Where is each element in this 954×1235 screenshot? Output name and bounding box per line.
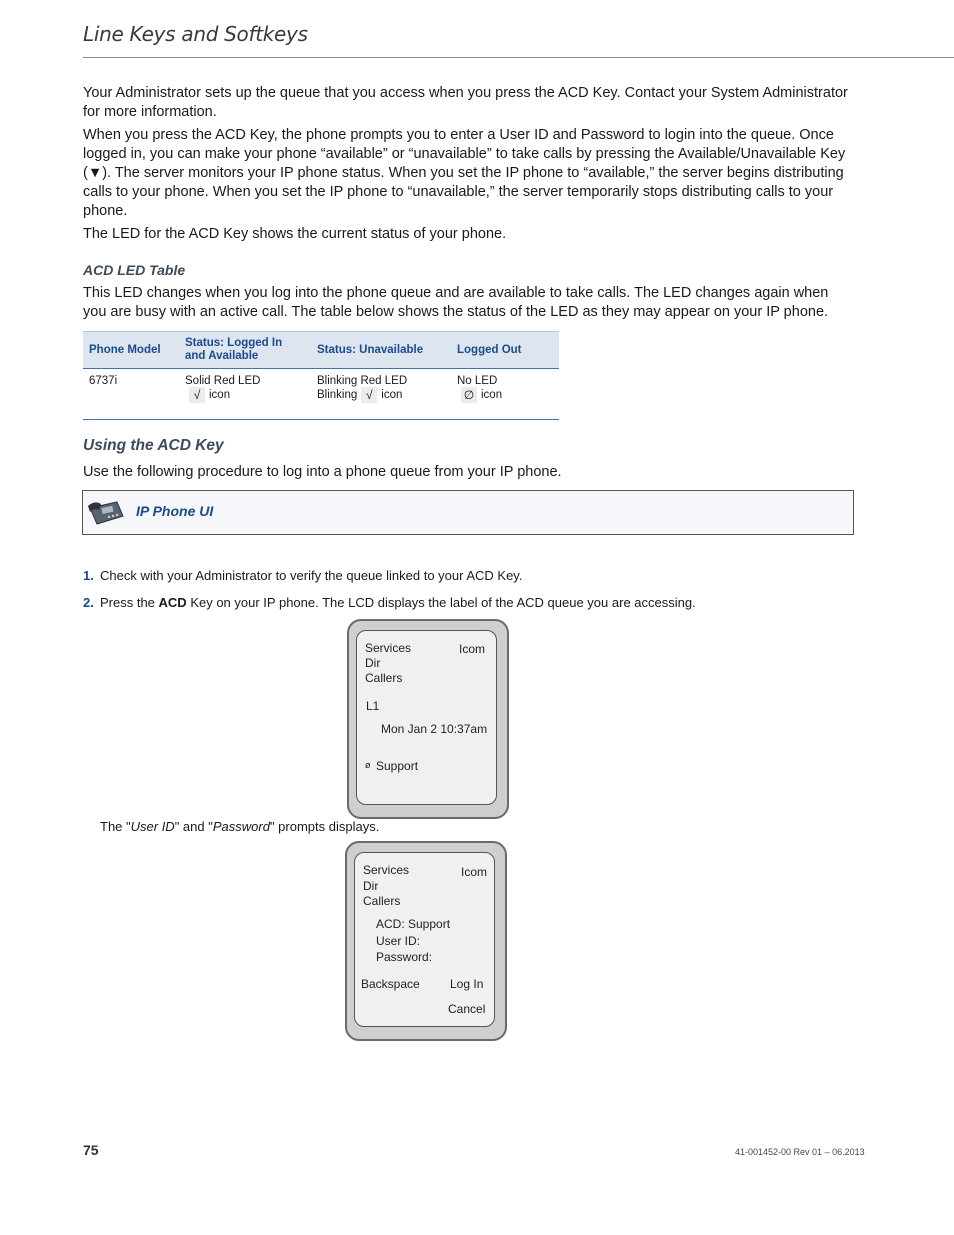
step-2-acd-bold: ACD [158, 595, 187, 610]
col-logged-in: Status: Logged In and Available [179, 332, 311, 369]
checkmark-icon: √ [361, 387, 377, 403]
acd-led-description: This LED changes when you log into the phone queue and are available to take calls. The LED changes again when you are busy with an active call. The table below shows the status of the LED as they may appear on your IP phone. [83, 285, 829, 320]
col-logged-out: Logged Out [451, 332, 559, 369]
cell-logged-out [451, 369, 559, 420]
ip-phone-ui-label: IP Phone UI [136, 503, 214, 519]
header-divider [83, 57, 954, 58]
empty-set-icon: ∅ [461, 387, 477, 403]
checkmark-icon: √ [189, 387, 205, 403]
user-id-prompt[interactable]: User ID: [376, 934, 421, 948]
icom-softkey[interactable]: Icom [461, 865, 488, 879]
callers-softkey[interactable]: Callers [363, 894, 401, 908]
prompt-caption [100, 819, 379, 834]
caption-part-a: The " [100, 819, 131, 834]
table-row [83, 369, 559, 420]
down-triangle-icon: ▼ [87, 165, 103, 181]
callers-softkey[interactable]: Callers [365, 671, 403, 685]
password-prompt[interactable]: Password: [376, 950, 433, 964]
unavailable-icon-text: icon [381, 389, 403, 402]
lcd-screen-2 [345, 841, 507, 1041]
caption-password: Password [212, 819, 270, 834]
acd-queue-label: ACD: Support [376, 917, 451, 931]
intro-paragraph-1: Your Administrator sets up the queue that you access when you press the ACD Key. Contact your System Administrator for more information. [83, 85, 848, 120]
lcd-screen-2-display [354, 852, 495, 1027]
step-1-number: 1. [83, 568, 94, 583]
logged-out-icon-text: icon [481, 389, 503, 402]
cancel-softkey[interactable]: Cancel [448, 1002, 486, 1016]
icom-softkey[interactable]: Icom [459, 642, 486, 656]
logged-in-led-text: Solid Red LED [185, 375, 261, 387]
caption-user-id: User ID [130, 819, 175, 834]
intro-paragraph-2 [83, 126, 855, 221]
support-softkey[interactable]: Support [376, 759, 419, 773]
line-label: L1 [366, 699, 380, 713]
services-softkey[interactable]: Services [363, 863, 410, 877]
acd-led-table [83, 331, 559, 420]
unavailable-blinking-text: Blinking [317, 389, 358, 402]
datetime-display: Mon Jan 2 10:37am [381, 722, 488, 736]
dir-softkey[interactable]: Dir [363, 879, 379, 893]
dir-softkey[interactable]: Dir [365, 656, 381, 670]
step-2-text [100, 595, 696, 610]
step-2-text-end: Key on your IP phone. The LCD displays the label of the ACD queue you are accessing. [186, 595, 696, 610]
services-softkey[interactable]: Services [365, 641, 412, 655]
step-2-text-start: Press the [100, 595, 159, 610]
unavailable-led-text: Blinking Red LED [317, 375, 408, 387]
using-acd-key-heading: Using the ACD Key [83, 437, 224, 454]
backspace-softkey[interactable]: Backspace [361, 977, 420, 991]
table-header-row [83, 332, 559, 369]
page-number: 75 [83, 1142, 99, 1158]
document-revision: 41-001452-00 Rev 01 – 06.2013 [735, 1147, 865, 1157]
acd-status-icon: ø [365, 760, 371, 770]
page-header-title: Line Keys and Softkeys [83, 22, 308, 46]
acd-led-table-heading: ACD LED Table [83, 262, 186, 278]
caption-part-c: " prompts displays. [269, 819, 380, 834]
lcd-screen-1-display [356, 630, 497, 805]
intro-p2-start: When you press the ACD Key, the phone prompts you to enter a User ID and Password to login into the queue. Once logged in, you can make your phone “available” or “unavailable” to take calls by pressing the Available/Unavailable Key ( [83, 127, 846, 181]
using-acd-key-description: Use the following procedure to log into a phone queue from your IP phone. [83, 464, 562, 480]
intro-p2-end: ). The server monitors your IP phone status. When you set the IP phone to “available,” the server begins distributing calls to your phone. When you set the IP phone to “unavailable,” the server temporarily stops distributing calls to your phone. [83, 165, 844, 219]
col-unavailable: Status: Unavailable [311, 332, 451, 369]
logged-out-led-text: No LED [457, 375, 498, 387]
step-1-text: Check with your Administrator to verify the queue linked to your ACD Key. [100, 568, 523, 583]
cell-unavailable [311, 369, 451, 420]
col-phone-model: Phone Model [83, 332, 179, 369]
intro-paragraph-3: The LED for the ACD Key shows the current status of your phone. [83, 226, 507, 242]
cell-model: 6737i [83, 369, 179, 420]
step-2-number: 2. [83, 595, 94, 610]
lcd-screen-1 [347, 619, 509, 819]
logged-in-icon-text: icon [209, 389, 231, 402]
log-in-softkey[interactable]: Log In [450, 977, 484, 991]
cell-logged-in [179, 369, 311, 420]
caption-part-b: " and " [174, 819, 213, 834]
desk-phone-icon [87, 498, 125, 530]
